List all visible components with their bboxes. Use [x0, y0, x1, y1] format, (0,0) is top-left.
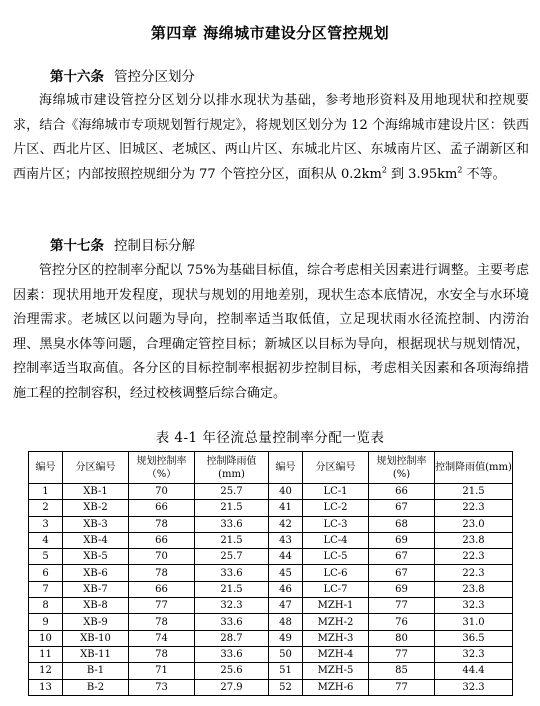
table-cell: 78 — [129, 516, 195, 532]
article-16-heading — [50, 65, 195, 85]
table-cell: 67 — [369, 500, 435, 516]
table-row — [29, 516, 513, 532]
table-cell: 31.0 — [435, 614, 513, 630]
table-cell: MZH-5 — [303, 663, 369, 679]
table-cell: 21.5 — [435, 484, 513, 500]
table-cell: 33.6 — [195, 614, 269, 630]
table-cell: 66 — [129, 581, 195, 597]
table-cell: 45 — [269, 565, 303, 581]
table-row — [29, 565, 513, 581]
table-cell: 21.5 — [195, 500, 269, 516]
table-row — [29, 679, 513, 695]
table-cell: 25.6 — [195, 663, 269, 679]
table-cell: 51 — [269, 663, 303, 679]
table-cell: 21.5 — [195, 532, 269, 548]
table-body — [29, 484, 513, 696]
table-cell: LC-6 — [303, 565, 369, 581]
table-row — [29, 598, 513, 614]
article-17-heading — [50, 234, 195, 254]
table-cell: 69 — [369, 581, 435, 597]
article-16-paragraph — [13, 89, 529, 187]
chapter-title: 第四章 海绵城市建设分区管控规划 — [150, 24, 390, 42]
table-cell: 23.8 — [435, 581, 513, 597]
table-cell: 73 — [129, 679, 195, 695]
table-cell: 25.7 — [195, 484, 269, 500]
table-cell: 67 — [369, 565, 435, 581]
table-cell: 23.0 — [435, 516, 513, 532]
table-cell: 9 — [29, 614, 63, 630]
col-header: 编号 — [269, 452, 303, 484]
table-cell: LC-4 — [303, 532, 369, 548]
table-row — [29, 549, 513, 565]
table-cell: 32.3 — [435, 598, 513, 614]
col-header: 规划控制率(%) — [369, 452, 435, 484]
table-cell: 70 — [129, 549, 195, 565]
table-cell: LC-2 — [303, 500, 369, 516]
table-cell: XB-4 — [63, 532, 129, 548]
table-cell: 33.6 — [195, 646, 269, 662]
table-cell: 66 — [369, 484, 435, 500]
col-header: 控制降雨值(mm) — [435, 452, 513, 484]
table-row — [29, 500, 513, 516]
table-cell: 7 — [29, 581, 63, 597]
table-cell: 52 — [269, 679, 303, 695]
table-cell: XB-1 — [63, 484, 129, 500]
col-header: 编号 — [29, 452, 63, 484]
table-cell: 32.3 — [435, 679, 513, 695]
table-cell: 85 — [369, 663, 435, 679]
table-cell: B-1 — [63, 663, 129, 679]
table-cell: 40 — [269, 484, 303, 500]
table-cell: LC-3 — [303, 516, 369, 532]
table-cell: 2 — [29, 500, 63, 516]
table-row — [29, 532, 513, 548]
table-cell: 66 — [129, 500, 195, 516]
table-cell: 32.3 — [195, 598, 269, 614]
table-cell: 42 — [269, 516, 303, 532]
table-row — [29, 614, 513, 630]
table-cell: MZH-3 — [303, 630, 369, 646]
table-cell: XB-5 — [63, 549, 129, 565]
table-cell: 50 — [269, 646, 303, 662]
article-16-text-end: 不等。 — [462, 166, 506, 182]
table-cell: 48 — [269, 614, 303, 630]
table-cell: 21.5 — [195, 581, 269, 597]
table-cell: 78 — [129, 614, 195, 630]
table-cell: 66 — [129, 532, 195, 548]
article-17-name: 控制目标分解 — [114, 238, 195, 254]
table-cell: 13 — [29, 679, 63, 695]
table-header-row — [29, 452, 513, 484]
table-cell: XB-2 — [63, 500, 129, 516]
article-16-text-mid: 到 3.95km — [386, 166, 458, 182]
col-header: 分区编号 — [63, 452, 129, 484]
table-cell: MZH-2 — [303, 614, 369, 630]
table-cell: 27.9 — [195, 679, 269, 695]
table-cell: 77 — [369, 679, 435, 695]
table-cell: 77 — [369, 646, 435, 662]
table-cell: XB-10 — [63, 630, 129, 646]
table-cell: 8 — [29, 598, 63, 614]
table-cell: 78 — [129, 646, 195, 662]
table-cell: 44.4 — [435, 663, 513, 679]
table-cell: 77 — [129, 598, 195, 614]
table-cell: 32.3 — [435, 646, 513, 662]
table-cell: LC-7 — [303, 581, 369, 597]
table-cell: 5 — [29, 549, 63, 565]
table-cell: MZH-6 — [303, 679, 369, 695]
superscript-2: 2 — [381, 165, 387, 175]
table-cell: 22.3 — [435, 565, 513, 581]
table-cell: XB-11 — [63, 646, 129, 662]
table-cell: 1 — [29, 484, 63, 500]
table-cell: 36.5 — [435, 630, 513, 646]
table-cell: MZH-4 — [303, 646, 369, 662]
table-cell: 77 — [369, 598, 435, 614]
table-cell: 41 — [269, 500, 303, 516]
table-row — [29, 581, 513, 597]
table-cell: 68 — [369, 516, 435, 532]
superscript-2: 2 — [457, 165, 463, 175]
table-cell: 33.6 — [195, 565, 269, 581]
col-header: 分区编号 — [303, 452, 369, 484]
table-row — [29, 484, 513, 500]
table-cell: 11 — [29, 646, 63, 662]
article-17-number: 第十七条 — [50, 238, 104, 254]
rainfall-control-table — [28, 451, 513, 696]
table-cell: 6 — [29, 565, 63, 581]
table-cell: LC-1 — [303, 484, 369, 500]
article-16-name: 管控分区划分 — [114, 69, 195, 85]
table-cell: B-2 — [63, 679, 129, 695]
table-cell: 78 — [129, 565, 195, 581]
table-cell: 69 — [369, 532, 435, 548]
table-cell: 67 — [369, 549, 435, 565]
table-cell: 74 — [129, 630, 195, 646]
table-cell: MZH-1 — [303, 598, 369, 614]
table-cell: 49 — [269, 630, 303, 646]
table-cell: XB-7 — [63, 581, 129, 597]
table-cell: 47 — [269, 598, 303, 614]
table-row — [29, 663, 513, 679]
table-cell: 80 — [369, 630, 435, 646]
table-cell: XB-9 — [63, 614, 129, 630]
table-cell: XB-8 — [63, 598, 129, 614]
article-17-paragraph: 管控分区的控制率分配以 75%为基础目标值，综合考虑相关因素进行调整。主要考虑因素：现状用地开发程度，现状与规划的用地差别，现状生态本底情况，水安全与水环境治理需求。老城区以问题为导向，控制率适当取低值，立足现状雨水径流控制、内涝治理、黑臭水体等问题，合理确定管控目标；新城区以目标为导向，根据现状与规划情况，控制率适当取高值。各分区的目标控制率根据初步控制目标，考虑相关因素和各项海绵措施工程的控制容积，经过校核调整后综合确定。 — [13, 263, 529, 401]
table-cell: 46 — [269, 581, 303, 597]
article-16-number: 第十六条 — [50, 69, 104, 85]
table-cell: 76 — [369, 614, 435, 630]
table-cell: 25.7 — [195, 549, 269, 565]
table-cell: 28.7 — [195, 630, 269, 646]
table-cell: 43 — [269, 532, 303, 548]
article-16-text: 海绵城市建设管控分区划分以排水现状为基础，参考地形资料及用地现状和控规要求，结合《海绵城市专项规划暂行规定》，将规划区划分为 12 个海绵城市建设片区：铁西片区、西北片区、旧城区、老城区、两山片区、东城北片区、东城南片区、孟子湖新区和西南片区；内部按照控规细分为 77 个管控分区，面积从 0.2km — [13, 93, 529, 182]
table-row — [29, 630, 513, 646]
table-cell: 12 — [29, 663, 63, 679]
table-cell: 3 — [29, 516, 63, 532]
table-cell: 70 — [129, 484, 195, 500]
col-header: 控制降雨值(mm) — [195, 452, 269, 484]
table-cell: 22.3 — [435, 549, 513, 565]
table-cell: 71 — [129, 663, 195, 679]
table-caption: 表 4-1 年径流总量控制率分配一览表 — [155, 430, 385, 446]
table-cell: 23.8 — [435, 532, 513, 548]
table-cell: XB-3 — [63, 516, 129, 532]
table-cell: 22.3 — [435, 500, 513, 516]
table-row — [29, 646, 513, 662]
table-cell: 4 — [29, 532, 63, 548]
table-cell: 10 — [29, 630, 63, 646]
table-cell: 33.6 — [195, 516, 269, 532]
table-cell: 44 — [269, 549, 303, 565]
table-cell: LC-5 — [303, 549, 369, 565]
col-header: 规划控制率（%） — [129, 452, 195, 484]
table-cell: XB-6 — [63, 565, 129, 581]
